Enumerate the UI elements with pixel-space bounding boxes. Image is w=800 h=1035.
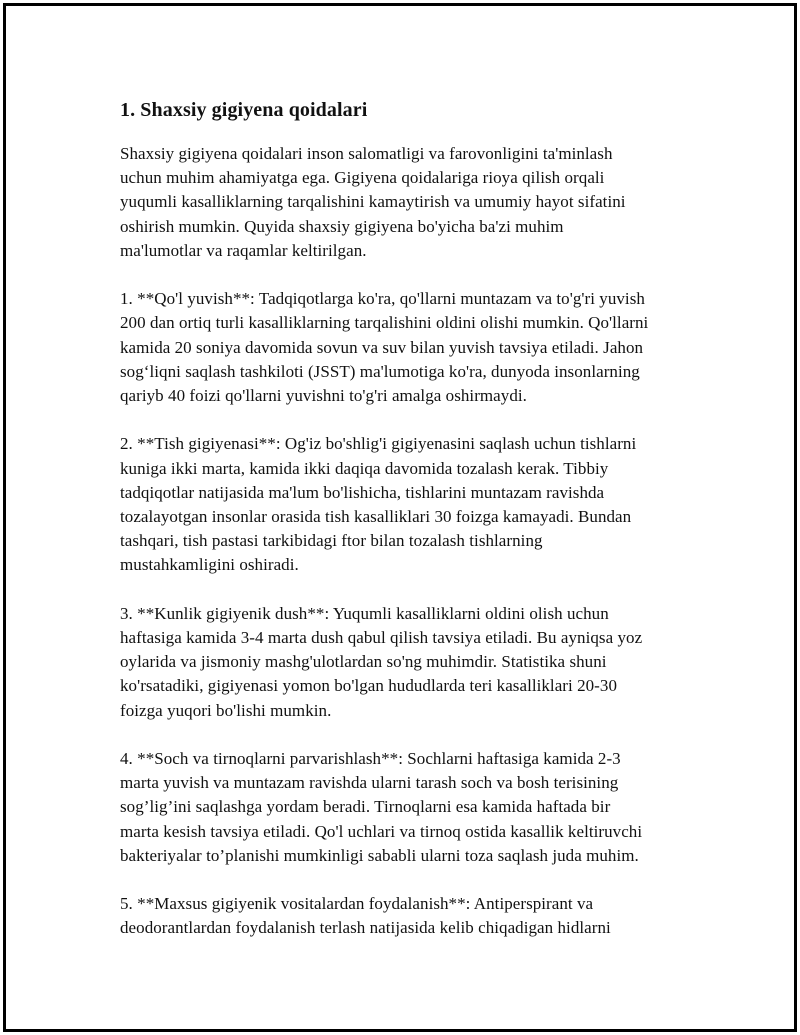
hair-nail-care-paragraph (120, 747, 700, 868)
text-line: kamida 20 soniya davomida sovun va suv bilan yuvish tavsiya etiladi. Jahon (120, 337, 644, 357)
text-line: 2. **Tish gigiyenasi**: Og'iz bo'shlig'i gigiyenasini saqlash uchun tishlarni (120, 434, 637, 454)
text-line: 1. **Qo'l yuvish**: Tadqiqotlarga ko'ra, qo'llarni muntazam va to'g'ri yuvish (120, 289, 645, 309)
intro-paragraph (120, 142, 700, 263)
document-title: 1. Shaxsiy gigiyena qoidalari (120, 99, 368, 121)
text-line: oylarida va jismoniy mashg'ulotlardan so'ng muhimdir. Statistika shuni (120, 652, 607, 672)
text-line: oshirish mumkin. Quyida shaxsiy gigiyena bo'yicha ba'zi muhim (120, 216, 564, 236)
text-line: 4. **Soch va tirnoqlarni parvarishlash**: Sochlarni haftasiga kamida 2-3 (120, 749, 621, 769)
text-line: mustahkamligini oshiradi. (120, 555, 299, 575)
text-line: bakteriyalar to’planishi mumkinligi sababli ularni toza saqlash juda muhim. (120, 845, 639, 865)
text-line: kuniga ikki marta, kamida ikki daqiqa davomida tozalash kerak. Tibbiy (120, 458, 609, 478)
daily-shower-paragraph (120, 602, 700, 723)
text-line: foizga yuqori bo'lishi mumkin. (120, 700, 332, 720)
text-line: tashqari, tish pastasi tarkibidagi ftor bilan tozalash tishlarning (120, 531, 543, 551)
page-frame (3, 3, 797, 1032)
text-line: marta kesish tavsiya etiladi. Qo'l uchlari va tirnoq ostida kasallik keltiruvchi (120, 821, 643, 841)
hygiene-products-paragraph (120, 892, 700, 940)
text-line: 200 dan ortiq turli kasalliklarning tarqalishini oldini olishi mumkin. Qo'llarni (120, 313, 649, 333)
text-line: uchun muhim ahamiyatga ega. Gigiyena qoidalariga rioya qilish orqali (120, 168, 605, 188)
text-line: sog’lig’ini saqlashga yordam beradi. Tirnoqlarni esa kamida haftada bir (120, 797, 611, 817)
text-line: haftasiga kamida 3-4 marta dush qabul qilish tavsiya etiladi. Bu ayniqsa yoz (120, 628, 643, 648)
document-body (120, 95, 700, 965)
text-line: tadqiqotlar natijasida ma'lum bo'lishicha, tishlarini muntazam ravishda (120, 482, 605, 502)
text-line: tozalayotgan insonlar orasida tish kasalliklari 30 foizga kamayadi. Bundan (120, 507, 632, 527)
hand-washing-paragraph (120, 287, 700, 408)
text-line: ma'lumotlar va raqamlar keltirilgan. (120, 240, 367, 260)
text-line: 3. **Kunlik gigiyenik dush**: Yuqumli kasalliklarni oldini olish uchun (120, 603, 609, 623)
text-line: marta yuvish va muntazam ravishda ularni tarash soch va bosh terisining (120, 773, 619, 793)
text-line: 5. **Maxsus gigiyenik vositalardan foydalanish**: Antiperspirant va (120, 894, 594, 914)
text-line: ko'rsatadiki, gigiyenasi yomon bo'lgan hududlarda teri kasalliklari 20-30 (120, 676, 617, 696)
text-line: yuqumli kasalliklarning tarqalishini kamaytirish va umumiy hayot sifatini (120, 192, 626, 212)
text-line: Shaxsiy gigiyena qoidalari inson salomatligi va farovonligini ta'minlash (120, 144, 613, 163)
text-line: qariyb 40 foizi qo'llarni yuvishni to'g'ri amalga oshirmaydi. (120, 386, 527, 406)
dental-hygiene-paragraph (120, 432, 700, 577)
text-line: deodorantlardan foydalanish terlash natijasida kelib chiqadigan hidlarni (120, 918, 611, 938)
text-line: sog‘liqni saqlash tashkiloti (JSST) ma'lumotiga ko'ra, dunyoda insonlarning (120, 361, 640, 381)
